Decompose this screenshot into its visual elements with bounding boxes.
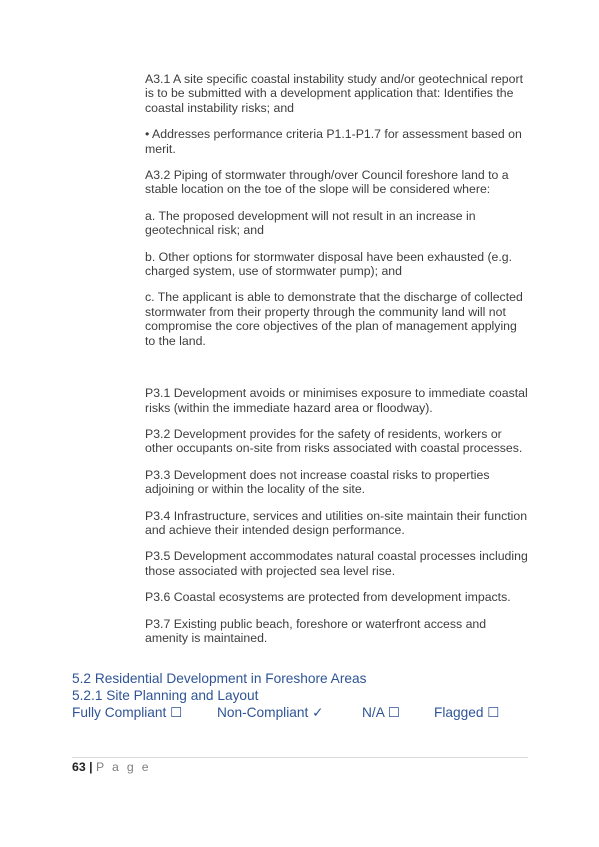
compliance-status-row <box>72 704 532 721</box>
performance-criterion-p3-6: P3.6 Coastal ecosystems are protected from development impacts. <box>145 590 511 605</box>
performance-criterion-p3-3: P3.3 Development does not increase coastal risks to properties adjoining or within the locality of the site. <box>145 467 490 497</box>
page-label: P a g e <box>95 760 151 774</box>
footer-separator: | <box>89 760 93 774</box>
section-subheading: 5.2.1 Site Planning and Layout <box>72 688 259 703</box>
paragraph-gap <box>145 360 530 386</box>
acceptable-solution-bullet: • Addresses performance criteria P1.1-P1.7 for assessment based on merit. <box>145 127 522 156</box>
footer-divider <box>72 757 528 758</box>
acceptable-solution-a3-2-c: c. The applicant is able to demonstrate that the discharge of collected stormwater from their property through the community land will not compromise the core objectives of the plan of management applying to the land. <box>145 290 523 348</box>
performance-criterion-p3-1: P3.1 Development avoids or minimises exposure to immediate coastal risks (within the immediate hazard area or floodway). <box>145 386 528 415</box>
page-footer <box>72 760 151 774</box>
acceptable-solution-a3-2-a: a. The proposed development will not result in an increase in geotechnical risk; and <box>145 208 476 238</box>
acceptable-solution-a3-1: A3.1 A site specific coastal instability study and/or geotechnical report is to be submitted with a development application that: Identifies the coastal instability risks; and <box>145 72 523 115</box>
compliance-option-non-compliant: Non-Compliant ✓ <box>217 705 324 720</box>
section-heading: 5.2 Residential Development in Foreshore Areas <box>72 671 367 686</box>
compliance-option-flagged: Flagged ☐ <box>434 705 500 720</box>
performance-criterion-p3-5: P3.5 Development accommodates natural coastal processes including those associated with projected sea level rise. <box>145 549 528 578</box>
control-text-block <box>145 72 530 657</box>
acceptable-solution-a3-2: A3.2 Piping of stormwater through/over Council foreshore land to a stable location on the toe of the slope will be considered where: <box>145 168 509 197</box>
performance-criterion-p3-2: P3.2 Development provides for the safety of residents, workers or other occupants on-site from risks associated with coastal processes. <box>145 426 523 456</box>
performance-criterion-p3-7: P3.7 Existing public beach, foreshore or waterfront access and amenity is maintained. <box>145 616 487 645</box>
acceptable-solution-a3-2-b: b. Other options for stormwater disposal have been exhausted (e.g. charged system, use of stormwater pump); and <box>145 249 513 279</box>
section-5-2 <box>72 670 532 721</box>
performance-criterion-p3-4: P3.4 Infrastructure, services and utilities on-site maintain their function and achieve their intended design performance. <box>145 508 528 537</box>
page-number: 63 <box>72 760 86 774</box>
compliance-option-fully-compliant: Fully Compliant ☐ <box>72 705 183 720</box>
compliance-option-na: N/A ☐ <box>362 705 401 720</box>
